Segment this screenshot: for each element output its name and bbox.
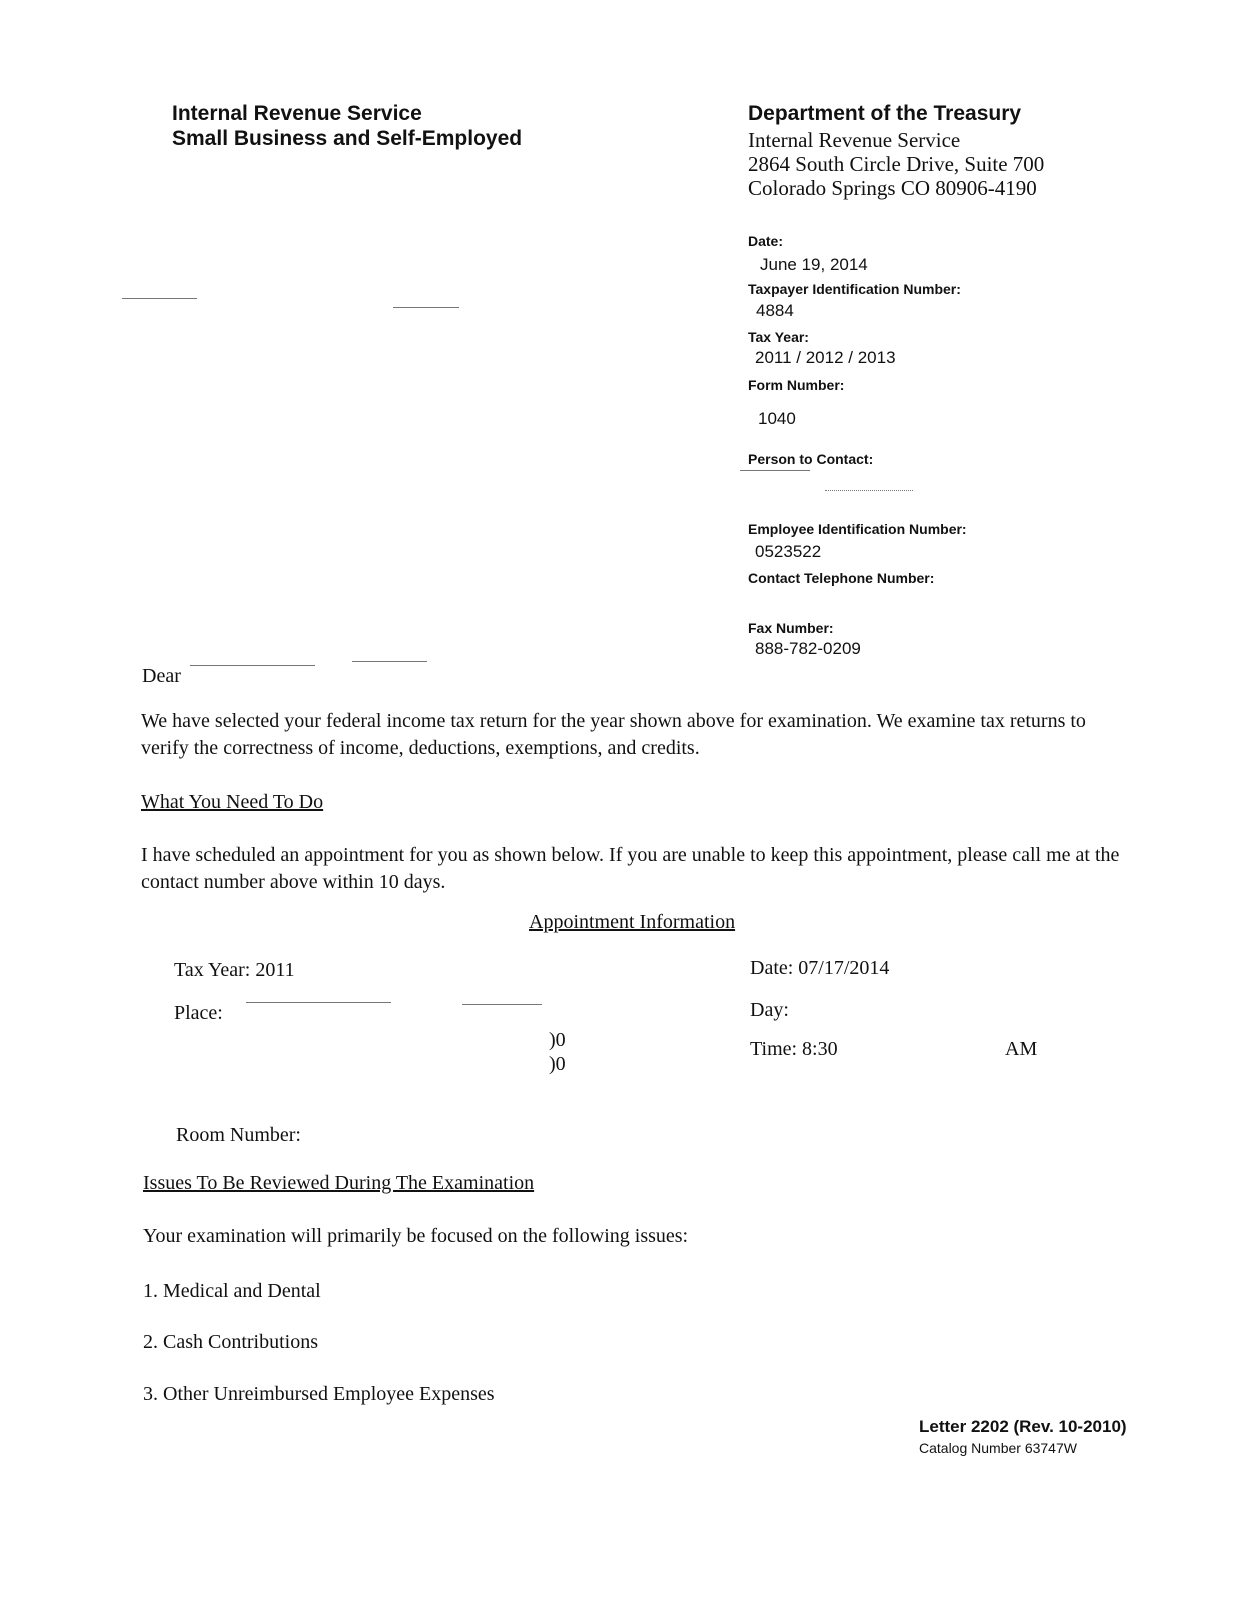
appointment-place-fragment: )0 [549, 1029, 566, 1051]
tax-year-label: Tax Year: [748, 329, 809, 345]
form-number-label: Form Number: [748, 377, 845, 393]
person-to-contact-label: Person to Contact: [748, 451, 874, 467]
contact-phone-label: Contact Telephone Number: [748, 570, 935, 586]
sender-name: Internal Revenue Service [172, 102, 422, 125]
issue-item: 2. Cash Contributions [143, 1331, 319, 1353]
department-address-line-2: 2864 South Circle Drive, Suite 700 [748, 152, 1045, 176]
appointment-time: Time: 8:30 [750, 1038, 838, 1060]
intro-paragraph: We have selected your federal income tax return for the year shown above for examination. We examine tax returns to verify the correctness of income, deductions, exemptions, and credits. [141, 710, 1086, 759]
catalog-number: Catalog Number 63747W [919, 1440, 1077, 1456]
department-address-line-3: Colorado Springs CO 80906-4190 [748, 176, 1037, 200]
appointment-date: Date: 07/17/2014 [750, 957, 890, 979]
appointment-place-fragment: )0 [549, 1053, 566, 1075]
sender-division: Small Business and Self-Employed [172, 127, 523, 150]
issues-intro: Your examination will primarily be focused on the following issues: [143, 1225, 689, 1247]
appointment-heading: Appointment Information [529, 911, 736, 933]
letter-id: Letter 2202 (Rev. 10-2010) [919, 1417, 1127, 1436]
redaction-mark [352, 661, 427, 662]
date-value: June 19, 2014 [760, 255, 868, 274]
form-number-value: 1040 [758, 409, 796, 428]
redaction-mark [825, 490, 913, 491]
fax-label: Fax Number: [748, 620, 834, 636]
redaction-mark [190, 665, 315, 666]
section-heading-what-you-need-to-do: What You Need To Do [141, 791, 324, 813]
appointment-paragraph: I have scheduled an appointment for you as shown below. If you are unable to keep this appointment, please call me at the contact number above within 10 days. [141, 844, 1120, 893]
tin-value: 4884 [756, 301, 794, 320]
appointment-tax-year: Tax Year: 2011 [174, 959, 295, 981]
tax-year-value: 2011 / 2012 / 2013 [755, 348, 896, 367]
appointment-day-label: Day: [750, 999, 789, 1021]
redaction-mark [246, 1002, 391, 1003]
department-address-line-1: Internal Revenue Service [748, 128, 961, 152]
issue-item: 3. Other Unreimbursed Employee Expenses [143, 1383, 495, 1405]
redaction-mark [122, 298, 197, 299]
ein-label: Employee Identification Number: [748, 521, 967, 537]
tin-label: Taxpayer Identification Number: [748, 281, 961, 297]
date-label: Date: [748, 233, 784, 249]
fax-value: 888-782-0209 [755, 639, 861, 658]
salutation: Dear [142, 665, 181, 687]
appointment-place-label: Place: [174, 1002, 223, 1024]
department-title: Department of the Treasury [748, 102, 1022, 125]
redaction-mark [462, 1004, 542, 1005]
appointment-ampm: AM [1005, 1038, 1038, 1060]
redaction-mark [740, 470, 810, 471]
redaction-mark [393, 307, 459, 308]
section-heading-issues: Issues To Be Reviewed During The Examination [143, 1172, 535, 1194]
appointment-room-label: Room Number: [176, 1124, 301, 1146]
ein-value: 0523522 [755, 542, 822, 561]
issue-item: 1. Medical and Dental [143, 1280, 321, 1302]
